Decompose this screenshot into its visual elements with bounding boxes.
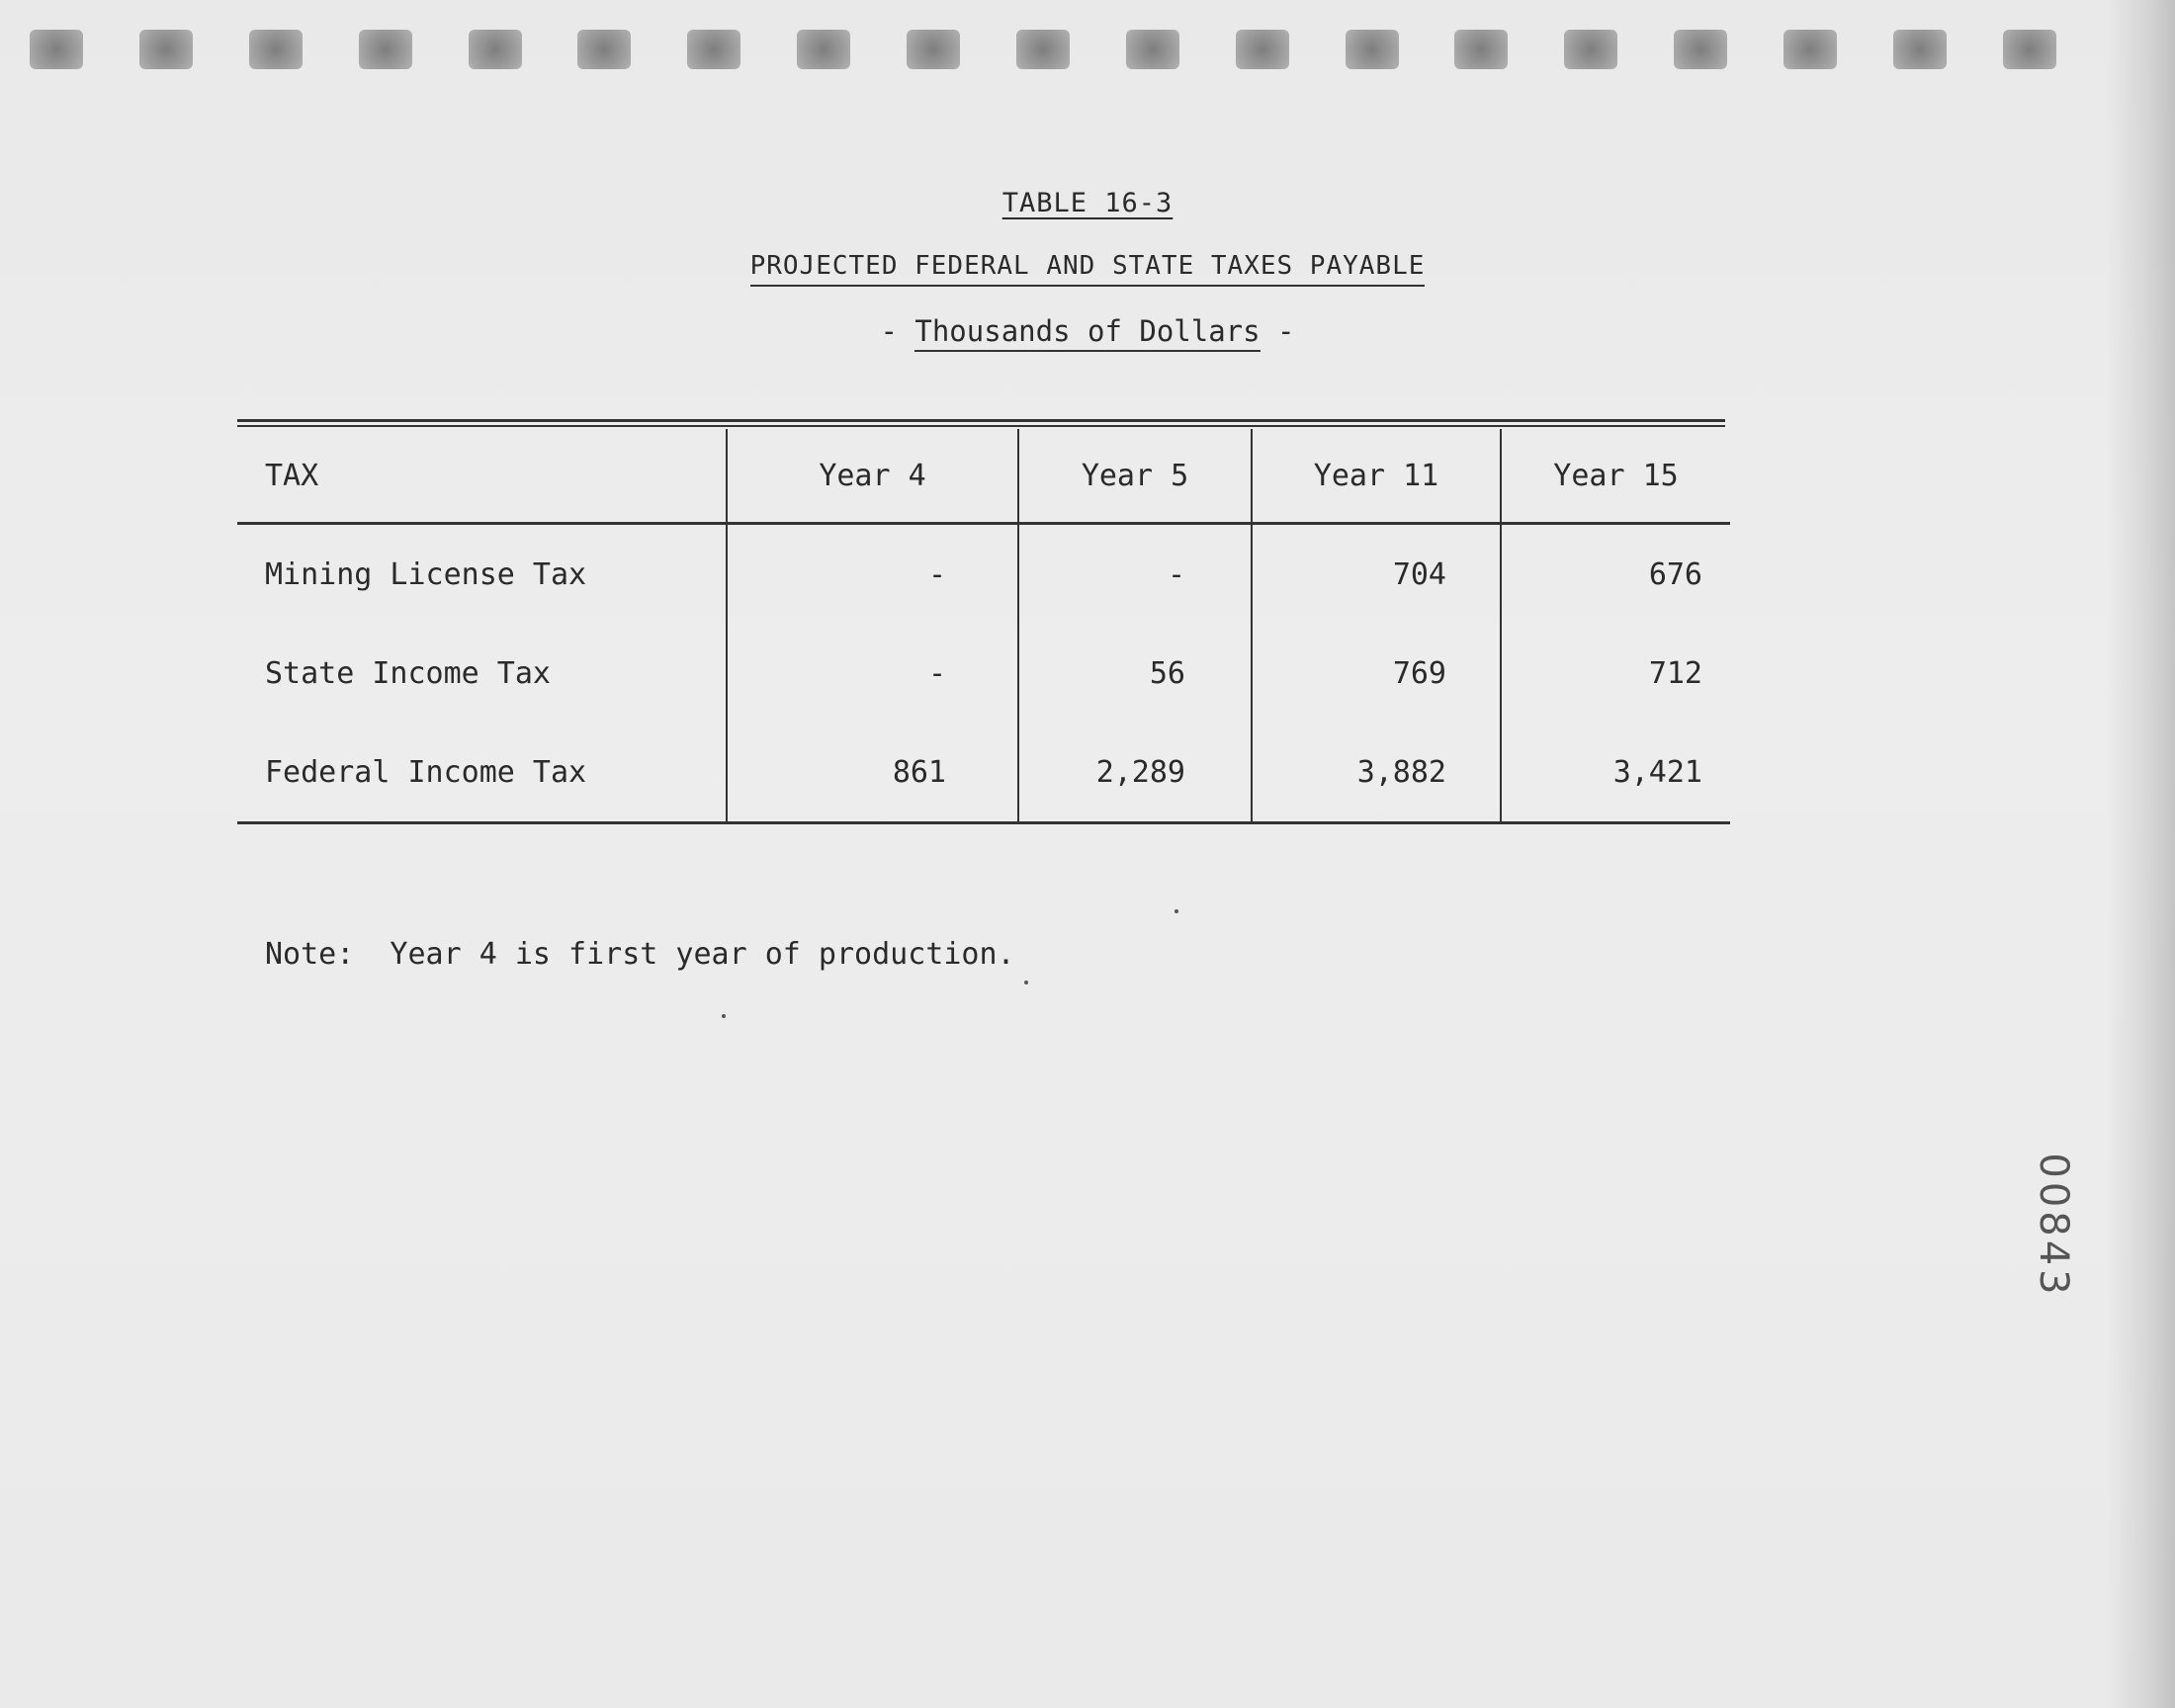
- cell-year-5: -: [1018, 524, 1252, 625]
- cell-year-11: 3,882: [1252, 723, 1501, 823]
- table-number-text: TABLE 16-3: [1001, 188, 1174, 218]
- table-number: [0, 188, 2175, 218]
- table-row: [237, 723, 1730, 823]
- binder-hole: [797, 30, 850, 69]
- cell-year-15: 712: [1501, 624, 1730, 723]
- table-header-row: [237, 429, 1730, 524]
- binder-hole: [2003, 30, 2056, 69]
- binder-hole: [1016, 30, 1070, 69]
- binder-hole: [139, 30, 193, 69]
- cell-year-11: 769: [1252, 624, 1501, 723]
- binder-hole: [1564, 30, 1617, 69]
- cell-year-4: -: [727, 524, 1018, 625]
- speck-mark: [722, 1014, 726, 1018]
- cell-year-11: 704: [1252, 524, 1501, 625]
- binder-hole: [1346, 30, 1399, 69]
- table-top-rule: [237, 419, 1725, 422]
- cell-year-15: 676: [1501, 524, 1730, 625]
- document-title: [0, 251, 2175, 281]
- binder-hole: [907, 30, 960, 69]
- binder-holes: [30, 30, 2056, 79]
- header-year-4: Year 4: [727, 429, 1018, 524]
- binder-hole: [249, 30, 303, 69]
- table-top-rule-second: [237, 425, 1725, 427]
- cell-year-5: 56: [1018, 624, 1252, 723]
- header-year-11: Year 11: [1252, 429, 1501, 524]
- tax-table: [237, 429, 1730, 824]
- binder-hole: [1454, 30, 1508, 69]
- binder-hole: [1893, 30, 1947, 69]
- cell-year-4: -: [727, 624, 1018, 723]
- table-row: [237, 624, 1730, 723]
- table-row: [237, 524, 1730, 625]
- header-year-15: Year 15: [1501, 429, 1730, 524]
- cell-year-15: 3,421: [1501, 723, 1730, 823]
- speck-mark: [1174, 909, 1178, 913]
- document-subtitle: [0, 314, 2175, 348]
- page-number-stamp: 00843: [2031, 1153, 2076, 1299]
- binder-hole: [687, 30, 740, 69]
- cell-year-4: 861: [727, 723, 1018, 823]
- document-title-text: PROJECTED FEDERAL AND STATE TAXES PAYABLE: [750, 251, 1426, 287]
- subtitle-suffix: -: [1260, 314, 1295, 348]
- binder-hole: [30, 30, 83, 69]
- header-year-5: Year 5: [1018, 429, 1252, 524]
- subtitle-units: Thousands of Dollars: [914, 314, 1260, 352]
- binder-hole: [1784, 30, 1837, 69]
- binder-hole: [577, 30, 631, 69]
- binder-hole: [1236, 30, 1289, 69]
- subtitle-prefix: -: [880, 314, 915, 348]
- binder-hole: [469, 30, 522, 69]
- row-tax-label: Federal Income Tax: [265, 754, 587, 790]
- cell-year-5: 2,289: [1018, 723, 1252, 823]
- table-note: Note: Year 4 is first year of production.: [265, 937, 1015, 972]
- binder-hole: [1126, 30, 1179, 69]
- speck-mark: [1024, 981, 1028, 984]
- row-tax-label: Mining License Tax: [265, 556, 587, 592]
- header-tax: TAX: [265, 458, 319, 493]
- row-tax-label: State Income Tax: [265, 655, 551, 691]
- binder-hole: [1674, 30, 1727, 69]
- binder-hole: [359, 30, 412, 69]
